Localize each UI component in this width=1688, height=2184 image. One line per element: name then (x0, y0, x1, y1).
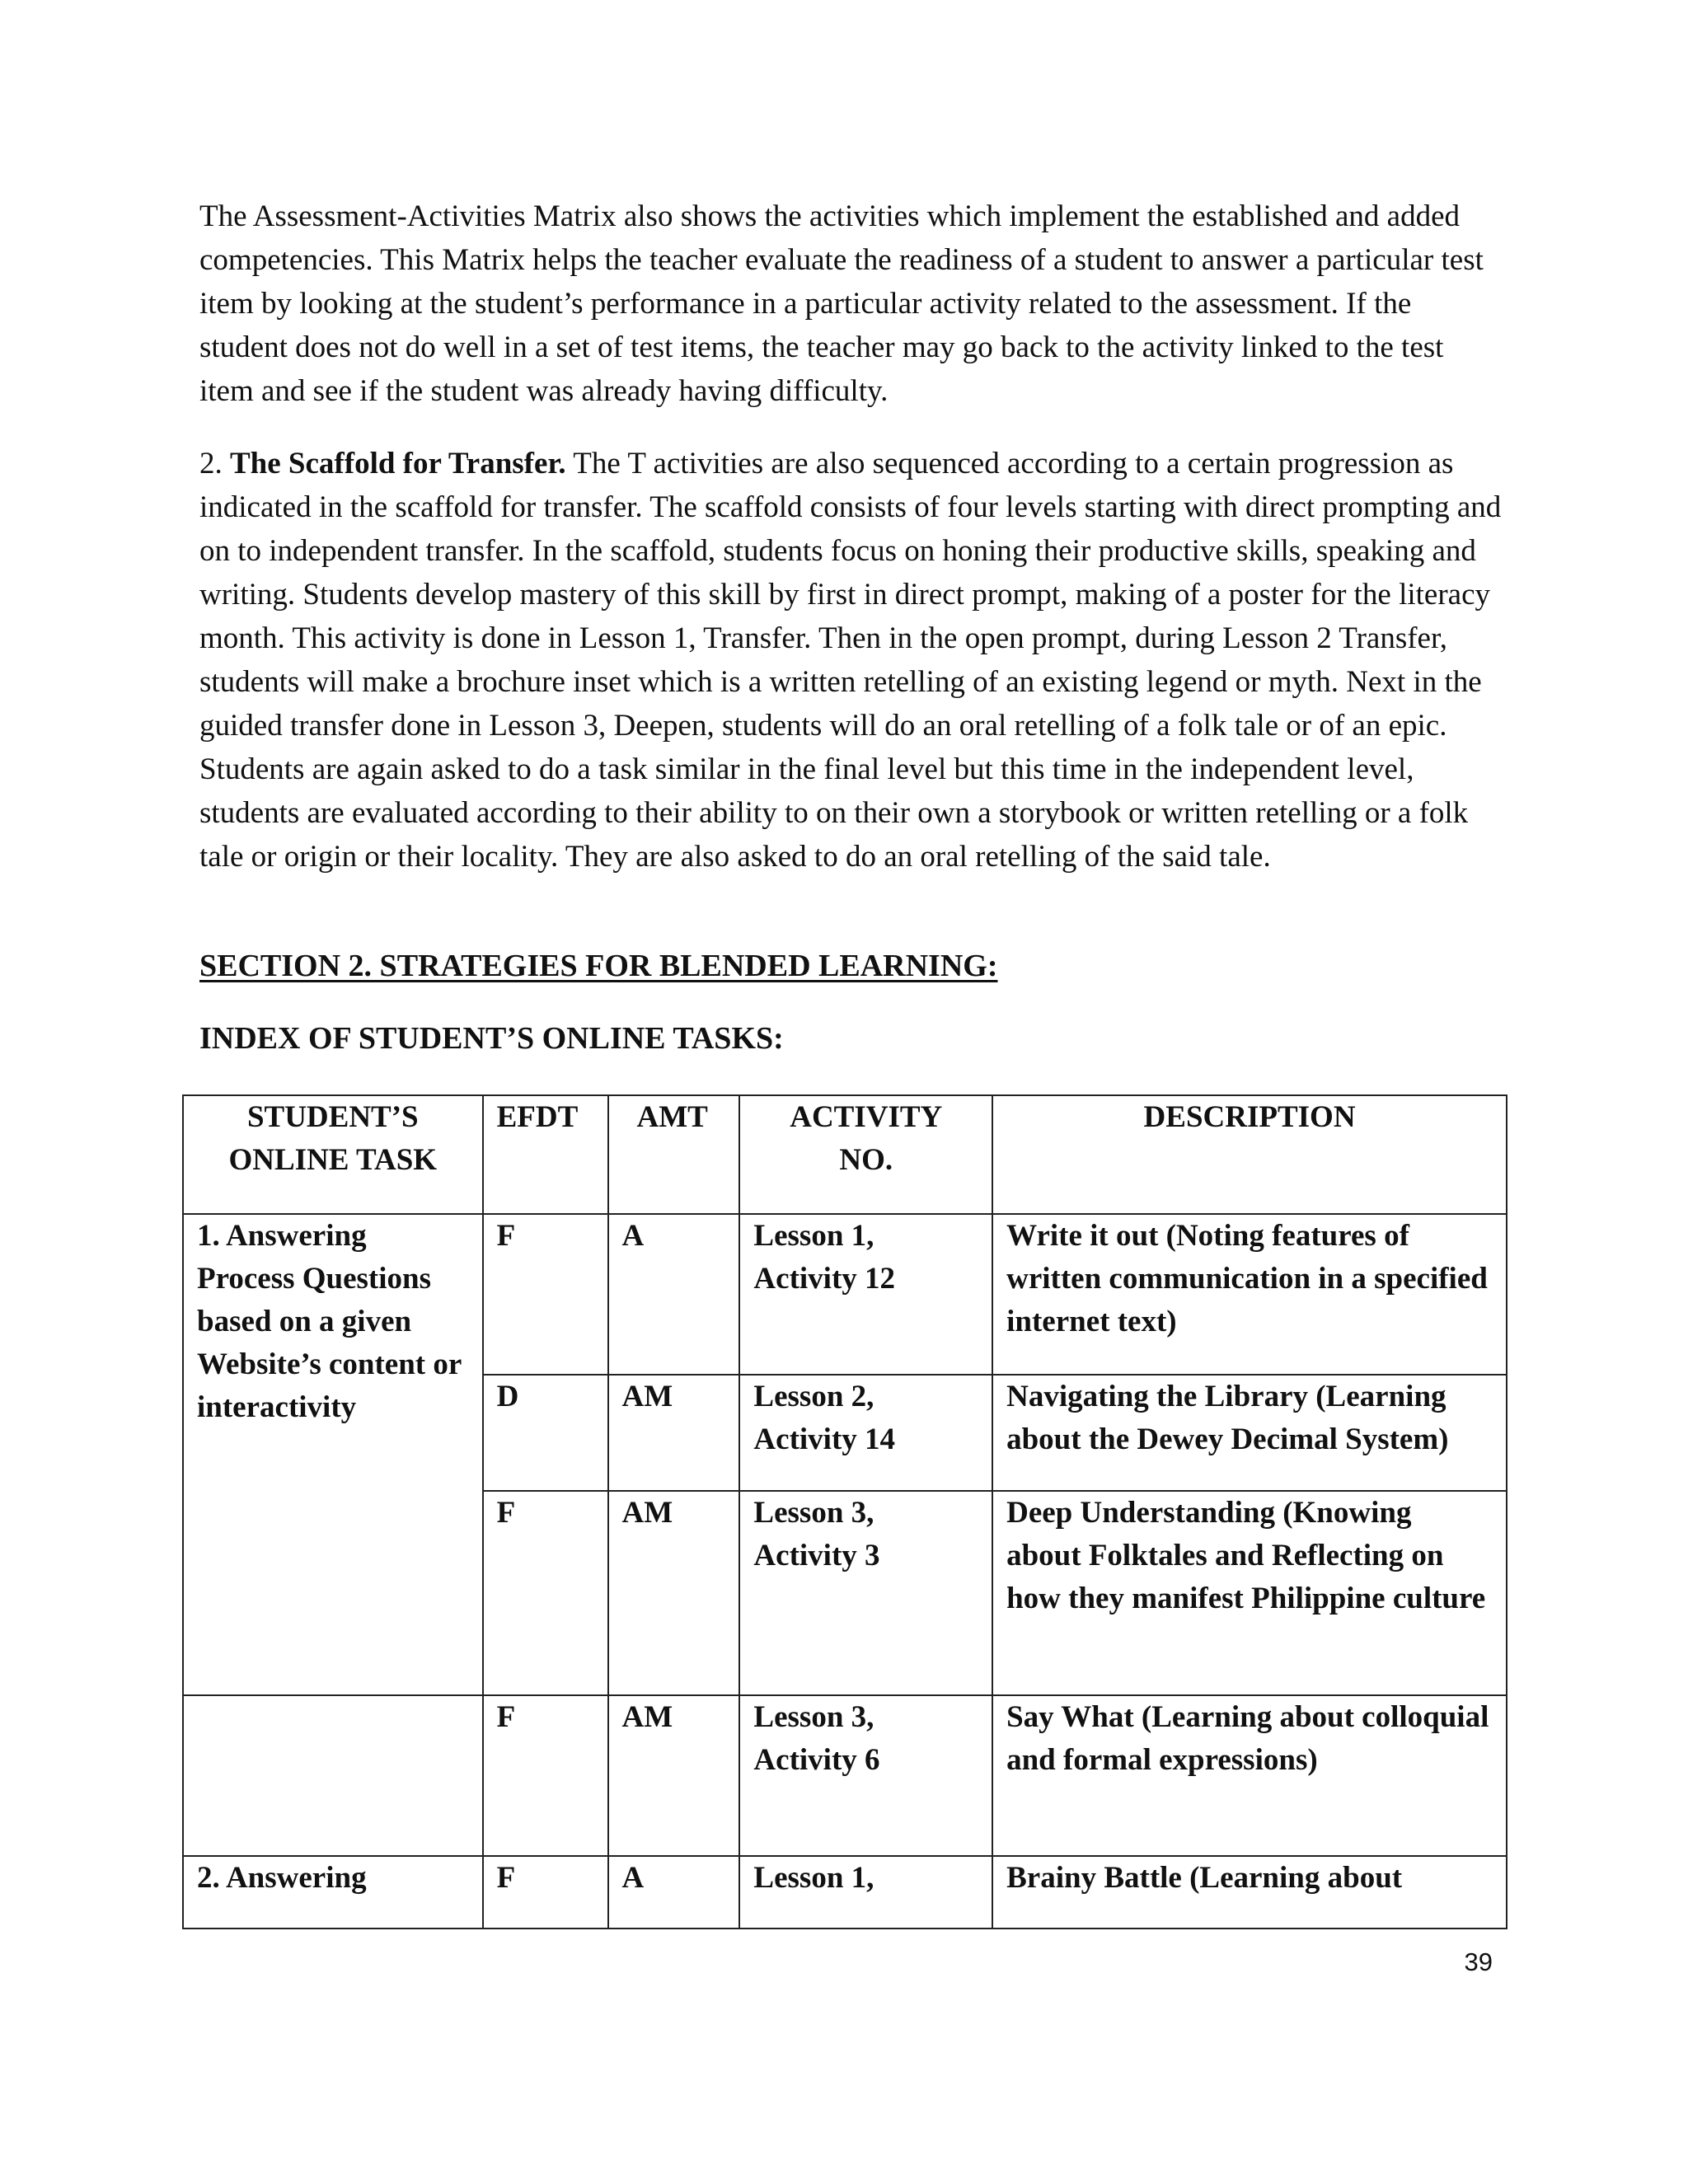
activity-cell: Lesson 1, Activity 12 (739, 1214, 992, 1375)
table-row (183, 1214, 1507, 1375)
efdt-cell: F (483, 1695, 608, 1856)
efdt-cell: F (483, 1214, 608, 1375)
index-heading: INDEX OF STUDENT’S ONLINE TASKS: (199, 1021, 784, 1056)
description-cell: Brainy Battle (Learning about (992, 1856, 1507, 1929)
paragraph-number: 2. (199, 447, 230, 480)
description-cell: Say What (Learning about colloquial and formal expressions) (992, 1695, 1507, 1856)
header-description: DESCRIPTION (992, 1095, 1507, 1214)
task-cell: 1. Answering Process Questions based on a given Website’s content or interactivity (183, 1214, 483, 1695)
efdt-cell: F (483, 1856, 608, 1929)
paragraph-bold-title: The Scaffold for Transfer. (230, 447, 566, 480)
task-cell: 2. Answering (183, 1856, 483, 1929)
activity-cell: Lesson 2, Activity 14 (739, 1375, 992, 1491)
description-cell: Navigating the Library (Learning about the Dewey Decimal System) (992, 1375, 1507, 1491)
description-cell: Deep Understanding (Knowing about Folktales and Reflecting on how they manifest Philippine culture (992, 1491, 1507, 1695)
paragraph-scaffold-for-transfer (199, 442, 1502, 879)
task-cell-empty (183, 1695, 483, 1856)
paragraph-body: The T activities are also sequenced according to a certain progression as indicated in the scaffold for transfer. The scaffold consists of four levels starting with direct prompting and on to independent transfer. In the scaffold, students focus on honing their productive skills, speaking and writing. Students develop mastery of this skill by first in direct prompt, making of a poster for the literacy month. This activity is done in Lesson 1, Transfer. Then in the open prompt, during Lesson 2 Transfer, students will make a brochure inset which is a written retelling of an existing legend or myth. Next in the guided transfer done in Lesson 3, Deepen, students will do an oral retelling of a folk tale or of an epic. Students are again asked to do a task similar in the final level but this time in the independent level, students are evaluated according to their ability to on their own a storybook or written retelling or a folk tale or origin or their locality. They are also asked to do an oral retelling of the said tale. (199, 447, 1502, 874)
header-student-online-task: STUDENT’S ONLINE TASK (183, 1095, 483, 1214)
description-cell: Write it out (Noting features of written communication in a specified internet text) (992, 1214, 1507, 1375)
amt-cell: A (608, 1856, 740, 1929)
page-number: 39 (1464, 1947, 1493, 1976)
activity-cell: Lesson 3, Activity 6 (739, 1695, 992, 1856)
table-row (183, 1695, 1507, 1856)
amt-cell: AM (608, 1375, 740, 1491)
efdt-cell: F (483, 1491, 608, 1695)
activity-cell: Lesson 3, Activity 3 (739, 1491, 992, 1695)
header-amt: AMT (608, 1095, 740, 1214)
header-activity-no: ACTIVITY NO. (739, 1095, 992, 1214)
section-heading: SECTION 2. STRATEGIES FOR BLENDED LEARNING: (199, 949, 998, 983)
amt-cell: AM (608, 1491, 740, 1695)
table-header-row (183, 1095, 1507, 1214)
header-efdt: EFDT (483, 1095, 608, 1214)
paragraph-assessment-matrix: The Assessment-Activities Matrix also shows the activities which implement the established and added competencies. This Matrix helps the teacher evaluate the readiness of a student to answer a particular test item by looking at the student’s performance in a particular activity related to the assessment. If the student does not do well in a set of test items, the teacher may go back to the activity linked to the test item and see if the student was already having difficulty. (199, 199, 1484, 408)
table-row (183, 1856, 1507, 1929)
activity-cell: Lesson 1, (739, 1856, 992, 1929)
amt-cell: AM (608, 1695, 740, 1856)
amt-cell: A (608, 1214, 740, 1375)
online-tasks-table (182, 1094, 1507, 1929)
efdt-cell: D (483, 1375, 608, 1491)
